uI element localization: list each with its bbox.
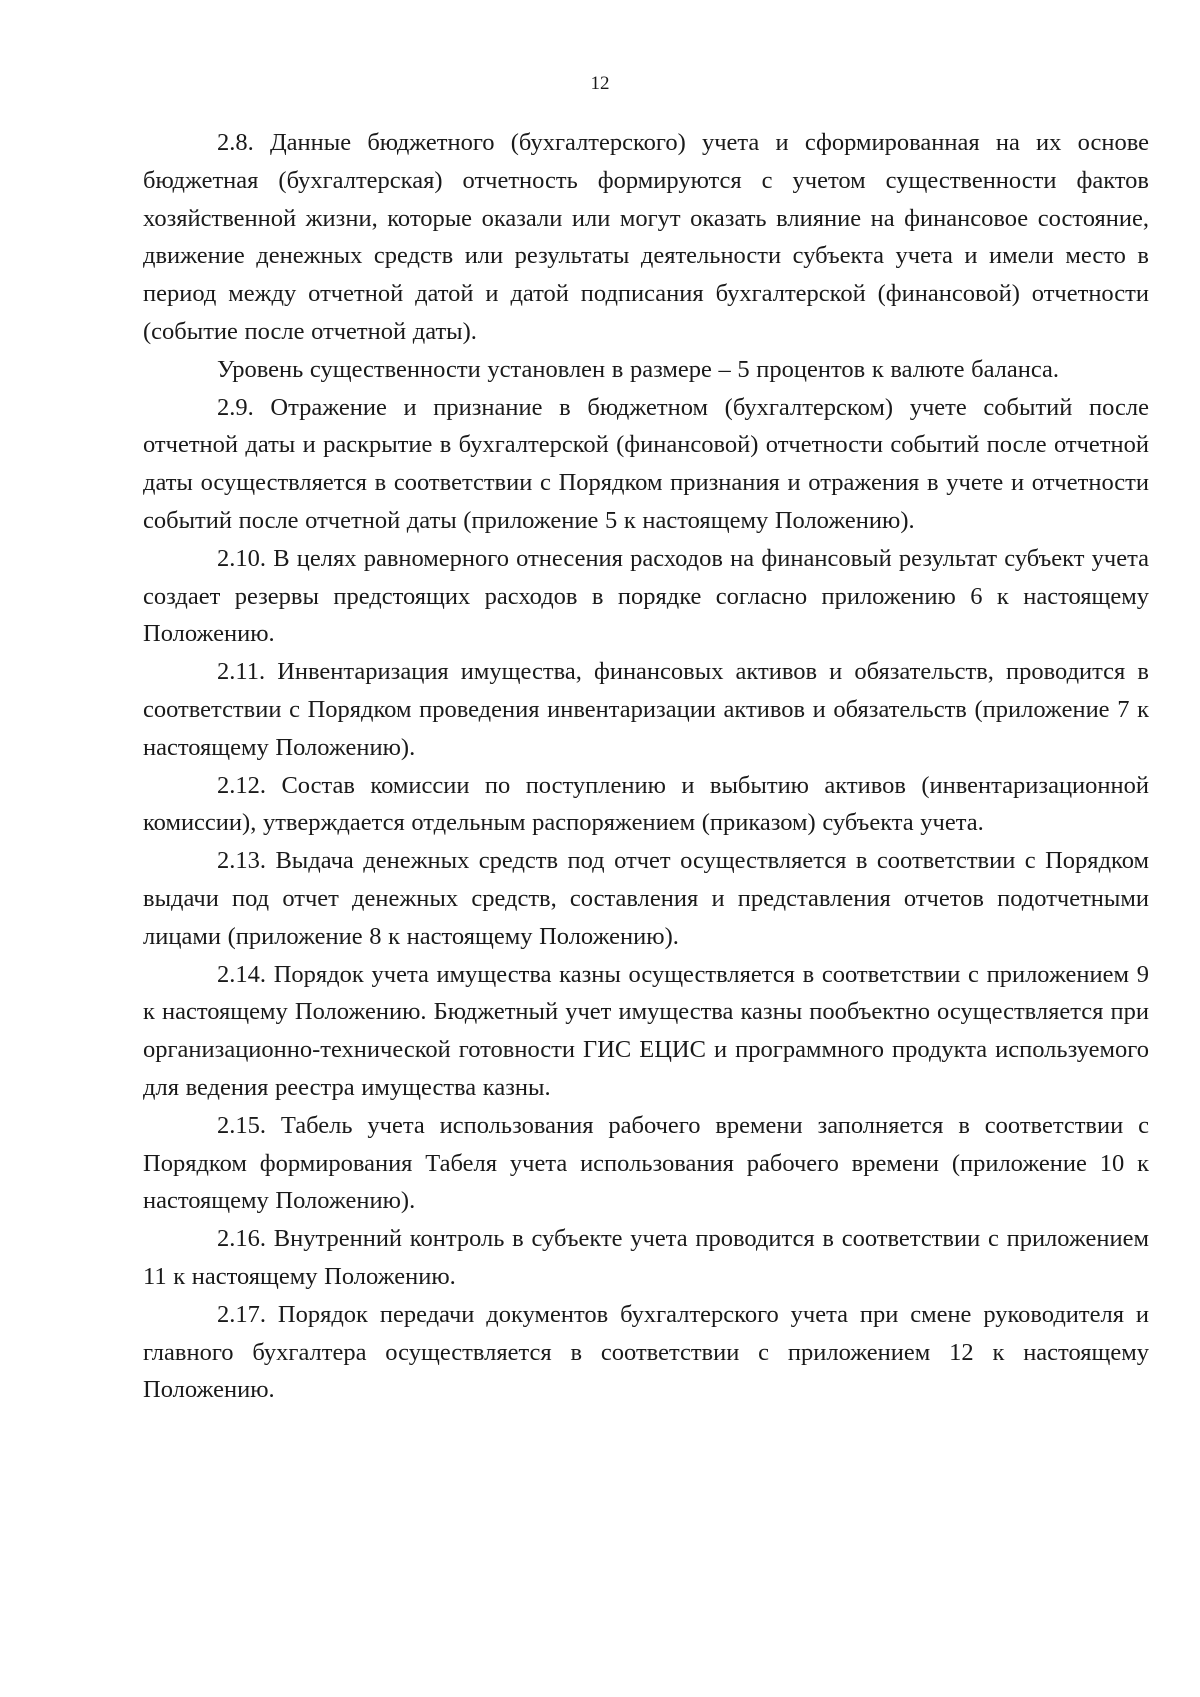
document-body — [143, 124, 1149, 1409]
paragraph-2-11: 2.11. Инвентаризация имущества, финансовых активов и обязательств, проводится в соответствии с Порядком проведения инвентаризации активов и обязательств (приложение 7 к настоящему Положению). — [143, 658, 1149, 761]
paragraph-2-16: 2.16. Внутренний контроль в субъекте учета проводится в соответствии с приложением 11 к настоящему Положению. — [143, 1225, 1149, 1290]
paragraph-2-8: 2.8. Данные бюджетного (бухгалтерского) учета и сформированная на их основе бюджетная (бухгалтерская) отчетность формируются с учетом существенности фактов хозяйственной жизни, которые оказали или могут оказать влияние на финансовое состояние, движение денежных средств или результаты деятельности субъекта учета и имели место в период между отчетной датой и датой подписания бухгалтерской (финансовой) отчетности (событие после отчетной даты). — [143, 129, 1149, 345]
paragraph-2-10: 2.10. В целях равномерного отнесения расходов на финансовый результат субъект учета создает резервы предстоящих расходов в порядке согласно приложению 6 к настоящему Положению. — [143, 544, 1149, 648]
paragraph-materiality-level: Уровень существенности установлен в размере – 5 процентов к валюте баланса. — [217, 355, 1060, 383]
paragraph-2-9: 2.9. Отражение и признание в бюджетном (бухгалтерском) учете событий после отчетной даты и раскрытие в бухгалтерской (финансовой) отчетности событий после отчетной даты осуществляется в соответствии с Порядком признания и отражения в учете и отчетности событий после отчетной даты (приложение 5 к настоящему Положению). — [143, 393, 1149, 534]
paragraph-2-17: 2.17. Порядок передачи документов бухгалтерского учета при смене руководителя и главного бухгалтера осуществляется в соответствии с приложением 12 к настоящему Положению. — [143, 1300, 1149, 1404]
paragraph-2-14: 2.14. Порядок учета имущества казны осуществляется в соответствии с приложением 9 к настоящему Положению. Бюджетный учет имущества казны пообъектно осуществляется при организационно-технической готовности ГИС ЕЦИС и программного продукта используемого для ведения реестра имущества казны. — [143, 960, 1149, 1101]
paragraph-2-15: 2.15. Табель учета использования рабочего времени заполняется в соответствии с Порядком формирования Табеля учета использования рабочего времени (приложение 10 к настоящему Положению). — [143, 1111, 1149, 1215]
paragraph-2-12: 2.12. Состав комиссии по поступлению и выбытию активов (инвентаризационной комиссии), утверждается отдельным распоряжением (приказом) субъекта учета. — [143, 771, 1149, 837]
paragraph-2-13: 2.13. Выдача денежных средств под отчет осуществляется в соответствии с Порядком выдачи под отчет денежных средств, составления и представления отчетов подотчетными лицами (приложение 8 к настоящему Положению). — [143, 847, 1149, 950]
page-number: 12 — [590, 73, 610, 94]
